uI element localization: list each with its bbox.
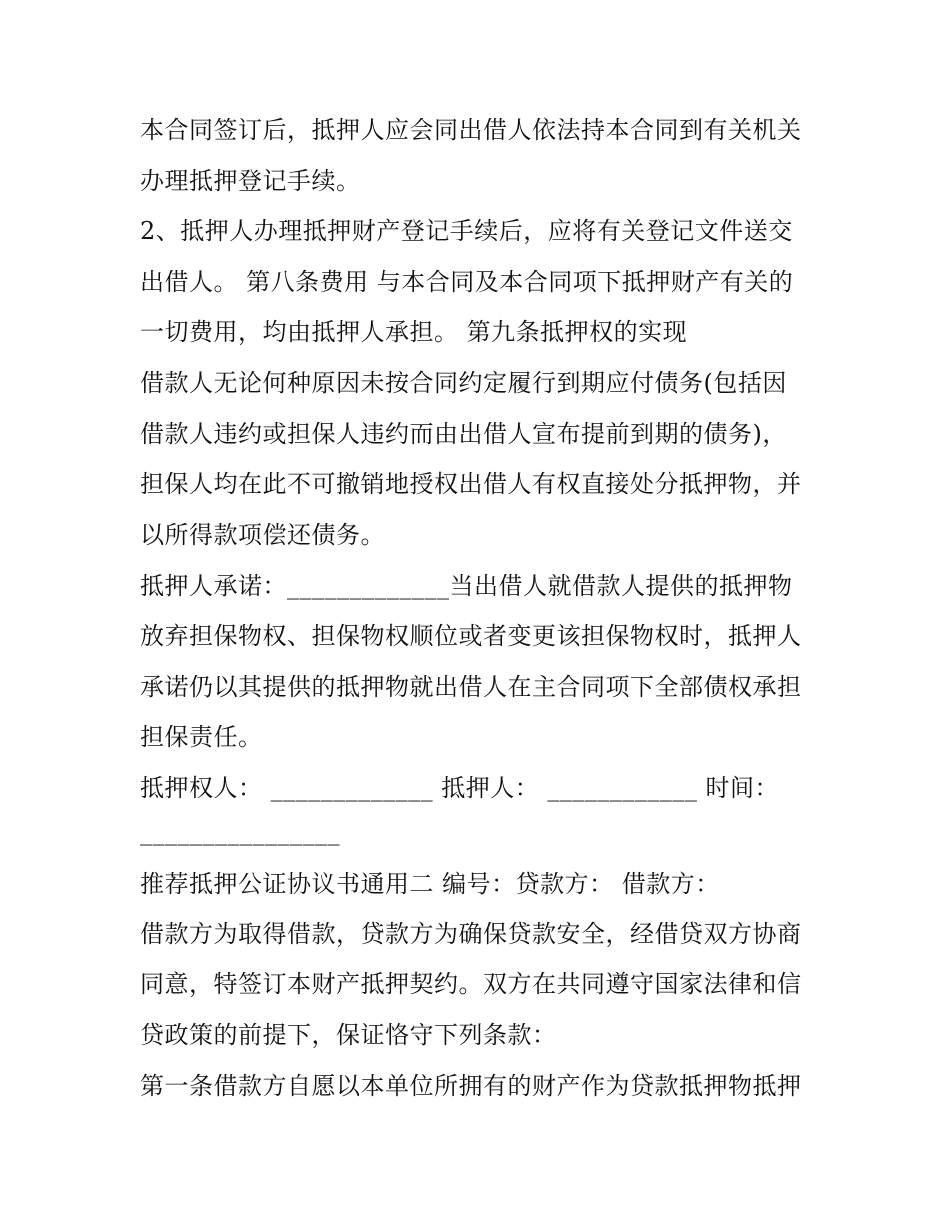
text-line: 放弃担保物权、担保物权顺位或者变更该担保物权时，抵押人 — [140, 622, 802, 650]
blank-line: ________________ — [140, 818, 340, 846]
text-line: 借款人违约或担保人违约而由出借人宣布提前到期的债务)， — [140, 420, 787, 448]
text-line: 以所得款项偿还债务。 — [140, 521, 385, 549]
signature-line: 抵押权人： _____________ 抵押人： ____________ 时间： — [140, 774, 780, 802]
text-line: 贷政策的前提下，保证恪守下列条款： — [140, 1021, 557, 1049]
text-line: 借款人无论何种原因未按合同约定履行到期应付债务(包括因 — [140, 369, 787, 397]
text-line: 借款方为取得借款，贷款方为确保贷款安全，经借贷双方协商 — [140, 920, 802, 948]
text-line: 担保人均在此不可撤销地授权出借人有权直接处分抵押物，并 — [140, 470, 802, 498]
text-line: 一切费用，均由抵押人承担。 第九条抵押权的实现 — [140, 318, 688, 346]
text-line: 同意，特签订本财产抵押契约。双方在共同遵守国家法律和信 — [140, 970, 802, 998]
section-heading: 推荐抵押公证协议书通用二 编号：贷款方： 借款方： — [140, 870, 720, 898]
text-line: 办理抵押登记手续。 — [140, 167, 361, 195]
text-line: 承诺仍以其提供的抵押物就出借人在主合同项下全部债权承担 — [140, 673, 802, 701]
text-line: 2、抵押人办理抵押财产登记手续后，应将有关登记文件送交 — [140, 217, 793, 245]
text-line: 担保责任。 — [140, 723, 263, 751]
text-line: 第一条借款方自愿以本单位所拥有的财产作为贷款抵押物抵押 — [140, 1072, 802, 1100]
text-line: 出借人。 第八条费用 与本合同及本合同项下抵押财产有关的 — [140, 268, 794, 296]
text-line: 抵押人承诺：_____________当出借人就借款人提供的抵押物 — [140, 572, 793, 600]
text-line: 本合同签订后，抵押人应会同出借人依法持本合同到有关机关 — [140, 116, 802, 144]
